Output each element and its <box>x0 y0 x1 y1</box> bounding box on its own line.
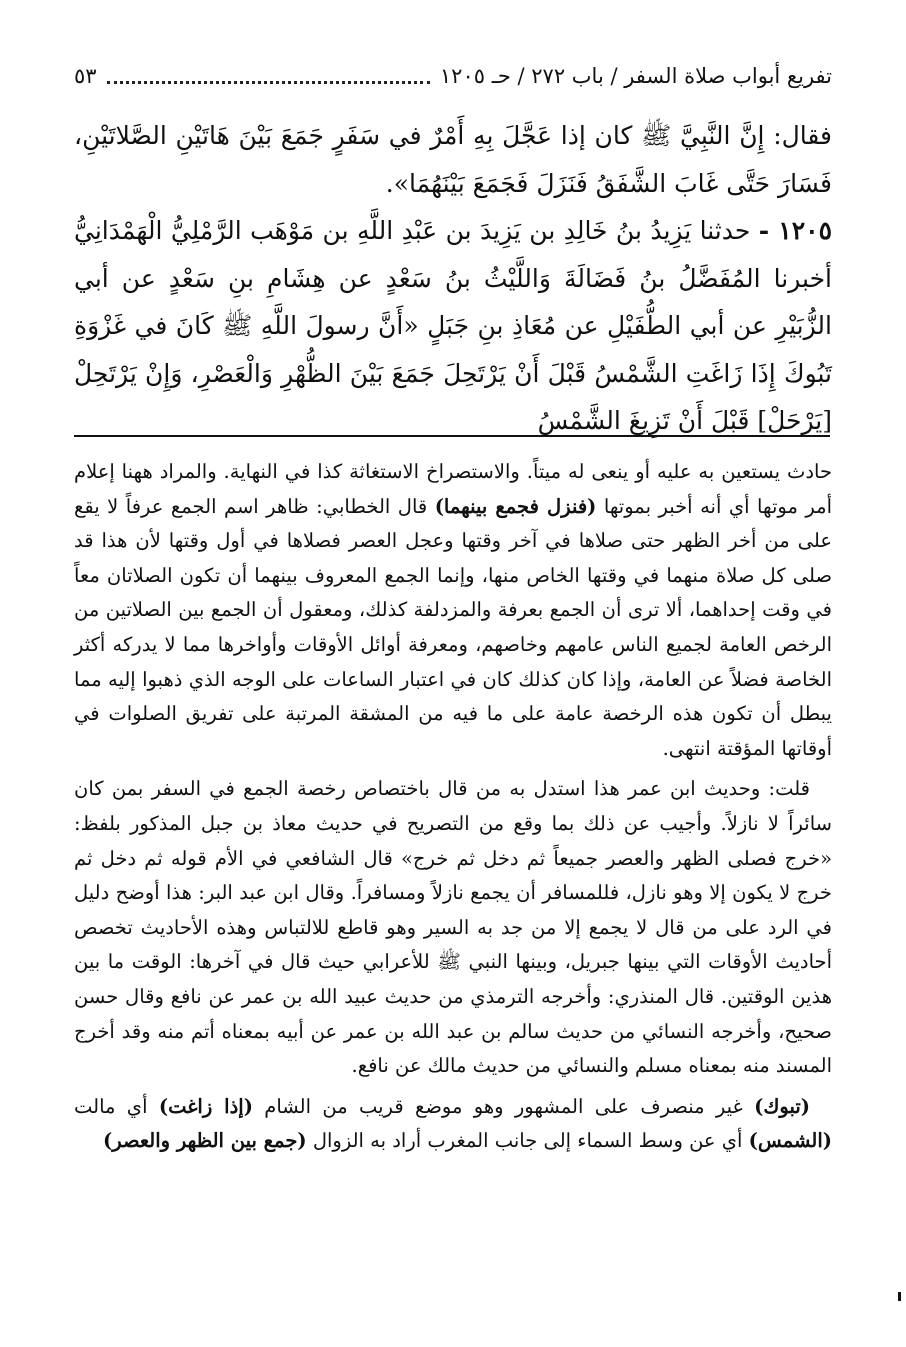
page-number: ٥٣ <box>74 64 97 88</box>
commentary-paragraph-3 <box>74 1090 832 1159</box>
commentary-paragraph-1 <box>74 455 832 766</box>
commentary-quoted-term: (فنزل فجمع بينهما) <box>434 494 597 518</box>
commentary <box>74 455 832 1165</box>
header-title: تفريع أبواب صلاة السفر / باب ٢٧٢ / حـ ١٢٠٥ <box>439 64 832 88</box>
commentary-quoted-term: (جمع بين الظهر والعصر) <box>102 1129 307 1153</box>
commentary-text: حادث يستعين به عليه أو ينعى له ميتاً. والاستصراخ الاستغاثة كذا في النهاية. والمراد ههنا إعلام أمر موتها أي أنه أخبر بموتها <box>74 460 832 518</box>
running-header <box>74 58 832 94</box>
commentary-quoted-term: (تبوك) <box>754 1094 811 1118</box>
hadith-text: حدثنا يَزِيدُ بنُ خَالِدِ بن يَزِيدَ بن عَبْدِ اللَّهِ بن مَوْهَب الرَّمْلِيُّ الْهَمْدَانِيُّ أخبرنا المُفَضَّلُ بنُ فَضَالَةَ وَاللَّيْثُ بنُ سَعْدٍ عن هِشَامِ بنِ سَعْدٍ عن أبي الزُّبَيْرِ عن أبي الطُّفَيْلِ عن مُعَاذِ بنِ جَبَلٍ «أَنَّ رسولَ اللَّهِ ﷺ كَانَ في غَزْوَةِ تَبُوكَ إِذَا زَاغَتِ الشَّمْسُ قَبْلَ أَنْ يَرْتَحِلَ جَمَعَ بَيْنَ الظُّهْرِ وَالْعَصْرِ، وَإِنْ يَرْتَحِلْ [يَرْحَلْ] قَبْلَ أَنْ تَزِيغَ الشَّمْسُ <box>74 216 832 435</box>
footnote-divider <box>74 435 830 437</box>
hadith-number: ١٢٠٥ - <box>758 216 832 245</box>
hadith-paragraph <box>74 207 832 445</box>
commentary-text: غير منصرف على المشهور وهو موضع قريب من الشام <box>264 1094 743 1118</box>
main-paragraph-1: فقال: إِنَّ النَّبِيَّ ﷺ كان إذا عَجَّلَ بِهِ أَمْرٌ في سَفَرٍ جَمَعَ بَيْنَ هَاتَيْنِ الصَّلاتَيْنِ، فَسَارَ حَتَّى غَابَ الشَّفَقُ فَنَزَلَ فَجَمَعَ بَيْنَهُمَا». <box>74 121 832 198</box>
margin-mark <box>898 1292 901 1301</box>
commentary-quoted-term: (الشمس) <box>748 1129 832 1153</box>
commentary-text: أي مالت <box>74 1094 148 1118</box>
commentary-text: قال الخطابي: ظاهر اسم الجمع عرفاً لا يقع على من أخر الظهر حتى صلاها في آخر وقتها وعجل العصر فصلاها في أول وقتها لأن هذا قد صلى كل صلاة منهما في وقتها الخاص منها، وإنما الجمع المعروف بينهما أن تكون الصلاتان معاً في وقت إحداهما، ألا ترى أن الجمع بعرفة والمزدلفة كذلك، ومعقول أن الجمع بين الصلاتين من الرخص العامة لجميع الناس عامهم وخاصهم، ومعرفة أوائل الأوقات وأواخرها مما لا يدركه أكثر الخاصة فضلاً عن العامة، وإذا كان كذلك كان في اعتبار الساعات على الوجه الذي ذهبوا إليه مما يبطل أن تكون هذه الرخصة عامة على ما فيه من المشقة المرتبة على تفريق الصلوات في أوقاتها المؤقتة انتهى. <box>74 494 832 760</box>
commentary-text: أي عن وسط السماء إلى جانب المغرب أراد به الزوال <box>312 1129 743 1153</box>
commentary-quoted-term: (إذا زاغت) <box>158 1094 253 1118</box>
header-dot-leader <box>107 81 430 84</box>
main-text <box>74 112 832 445</box>
commentary-paragraph-2: قلت: وحديث ابن عمر هذا استدل به من قال باختصاص رخصة الجمع في السفر بمن كان سائراً لا نازلاً. وأجيب عن ذلك بما وقع من التصريح في حديث معاذ بن جبل المذكور بلفظ: «خرج فصلى الظهر والعصر جميعاً ثم دخل ثم خرج» قال الشافعي في الأم قوله ثم دخل ثم خرج لا يكون إلا وهو نازل، فللمسافر أن يجمع نازلاً ومسافراً. وقال ابن عبد البر: هذا أوضح دليل في الرد على من قال لا يجمع إلا من جد به السير وهو قاطع للالتباس وهذه الأحاديث تخصص أحاديث الأوقات التي بينها جبريل، وبينها النبي ﷺ للأعرابي حيث قال في آخرها: الوقت ما بين هذين الوقتين. قال المنذري: وأخرجه الترمذي من حديث عبيد الله بن عمر عن نافع وقال حسن صحيح، وأخرجه النسائي من حديث سالم بن عبد الله بن عمر عن أبيه بمعناه أتم منه وقد أخرج المسند منه بمعناه مسلم والنسائي من حديث مالك عن نافع. <box>74 777 832 1078</box>
